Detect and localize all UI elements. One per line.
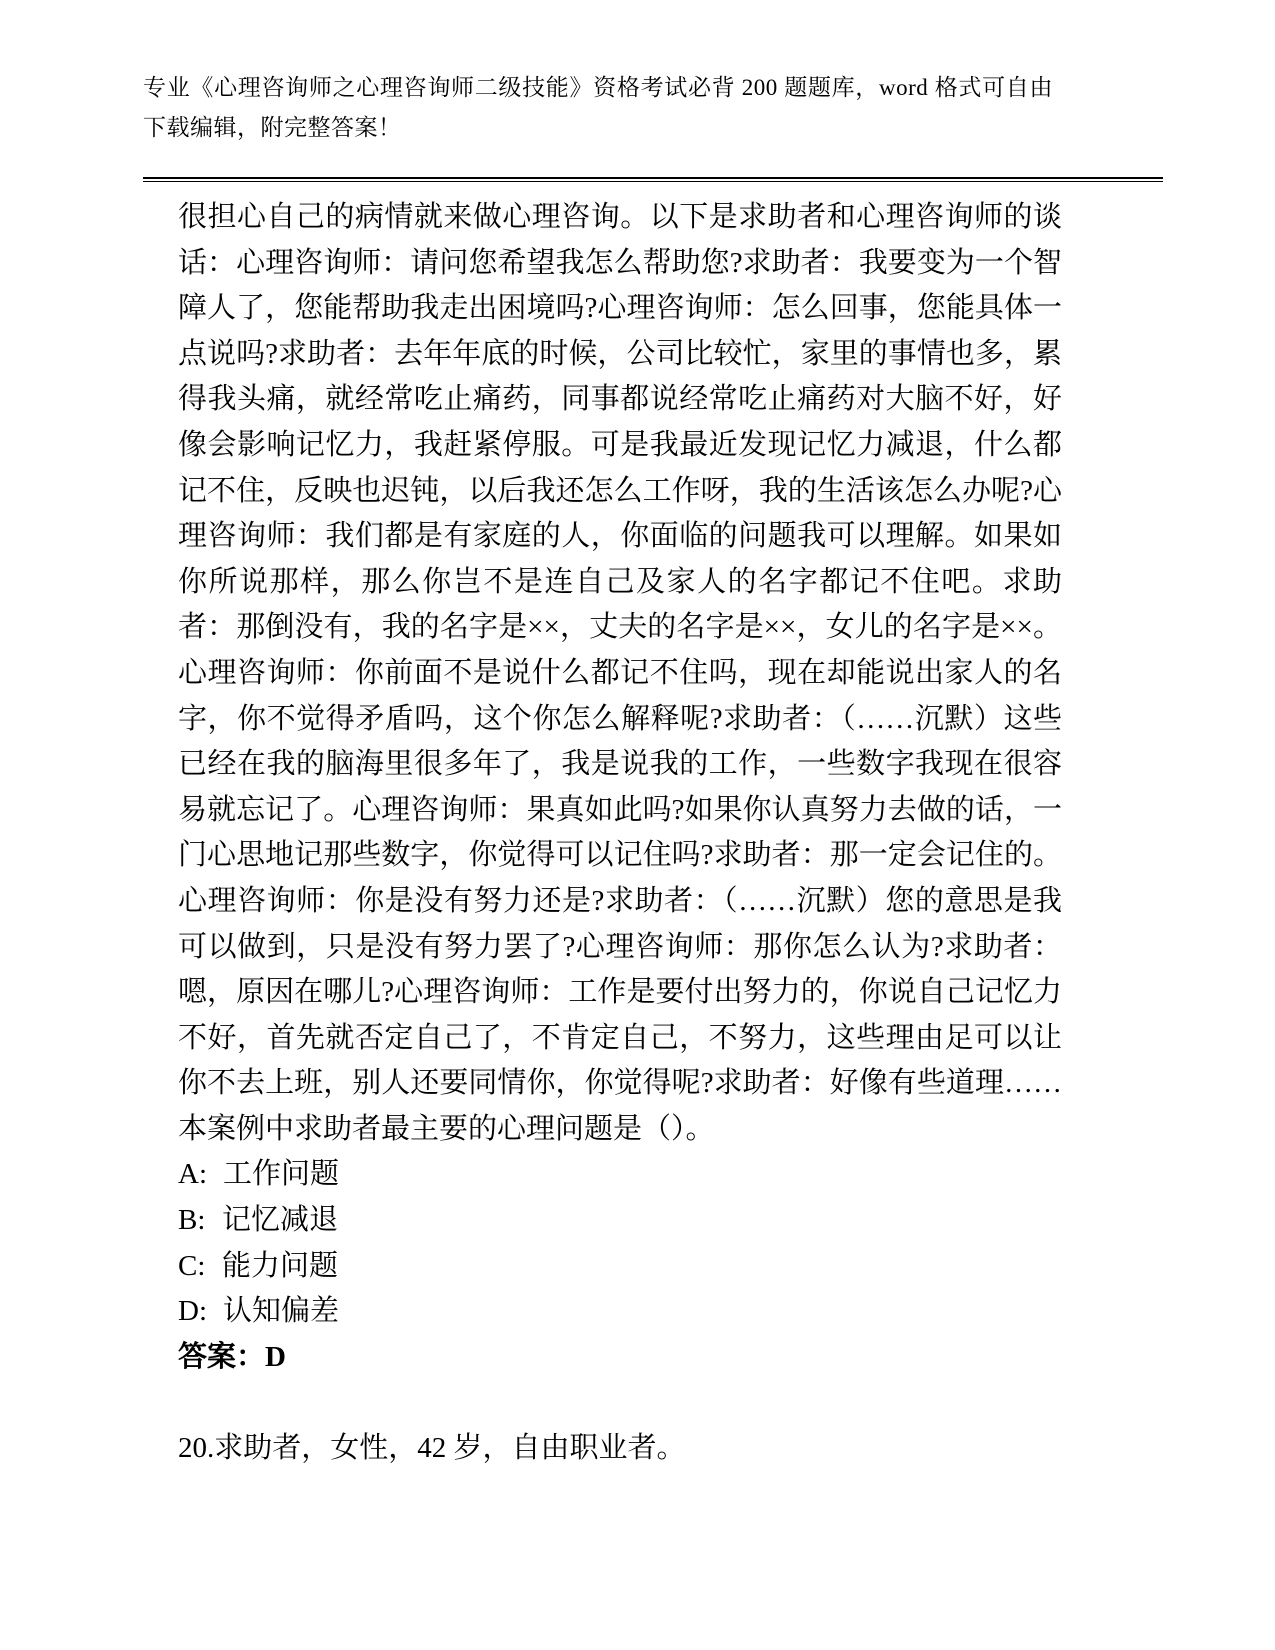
divider-thin-line	[143, 181, 1163, 182]
option-a-text: 工作问题	[223, 1158, 340, 1191]
option-d-label: D:	[178, 1295, 207, 1328]
option-b-text: 记忆减退	[222, 1204, 339, 1237]
question-content	[178, 195, 1062, 1472]
option-d-text: 认知偏差	[223, 1295, 340, 1328]
divider-thick-line	[143, 177, 1163, 179]
option-c	[178, 1244, 1062, 1290]
options-list	[178, 1152, 1062, 1334]
header-divider	[143, 177, 1163, 182]
answer-line: 答案：D	[178, 1340, 286, 1373]
option-a-label: A:	[178, 1158, 207, 1191]
option-c-text: 能力问题	[222, 1249, 339, 1282]
document-header	[143, 68, 1053, 148]
option-b	[178, 1198, 1062, 1244]
option-a	[178, 1152, 1062, 1198]
option-d	[178, 1289, 1062, 1335]
question-body: 很担心自己的病情就来做心理咨询。以下是求助者和心理咨询师的谈话：心理咨询师：请问您希望我怎么帮助您?求助者：我要变为一个智障人了，您能帮助我走出困境吗?心理咨询师：怎么回事，您能具体一点说吗?求助者：去年年底的时候，公司比较忙，家里的事情也多，累得我头痛，就经常吃止痛药，同事都说经常吃止痛药对大脑不好，好像会影响记忆力，我赶紧停服。可是我最近发现记忆力减退，什么都记不住，反映也迟钝，以后我还怎么工作呀，我的生活该怎么办呢?心理咨询师：我们都是有家庭的人，你面临的问题我可以理解。如果如你所说那样，那么你岂不是连自己及家人的名字都记不住吧。求助者：那倒没有，我的名字是××，丈夫的名字是××，女儿的名字是××。心理咨询师：你前面不是说什么都记不住吗，现在却能说出家人的名字，你不觉得矛盾吗，这个你怎么解释呢?求助者：（……沉默）这些已经在我的脑海里很多年了，我是说我的工作，一些数字我现在很容易就忘记了。心理咨询师：果真如此吗?如果你认真努力去做的话，一门心思地记那些数字，你觉得可以记住吗?求助者：那一定会记住的。心理咨询师：你是没有努力还是?求助者：（……沉默）您的意思是我可以做到，只是没有努力罢了?心理咨询师：那你怎么认为?求助者：嗯，原因在哪儿?心理咨询师：工作是要付出努力的，你说自己记忆力不好，首先就否定自己了，不肯定自己，不努力，这些理由足可以让你不去上班，别人还要同情你，你觉得呢?求助者：好像有些道理……本案例中求助者最主要的心理问题是（）。	[178, 201, 1062, 1145]
option-b-label: B:	[178, 1204, 206, 1237]
question-20-text: 20.求助者，女性，42 岁，自由职业者。	[178, 1432, 686, 1465]
option-c-label: C:	[178, 1249, 206, 1282]
header-title: 专业《心理咨询师之心理咨询师二级技能》资格考试必背 200 题题库，word 格式可自由下载编辑，附完整答案！	[143, 75, 1053, 140]
